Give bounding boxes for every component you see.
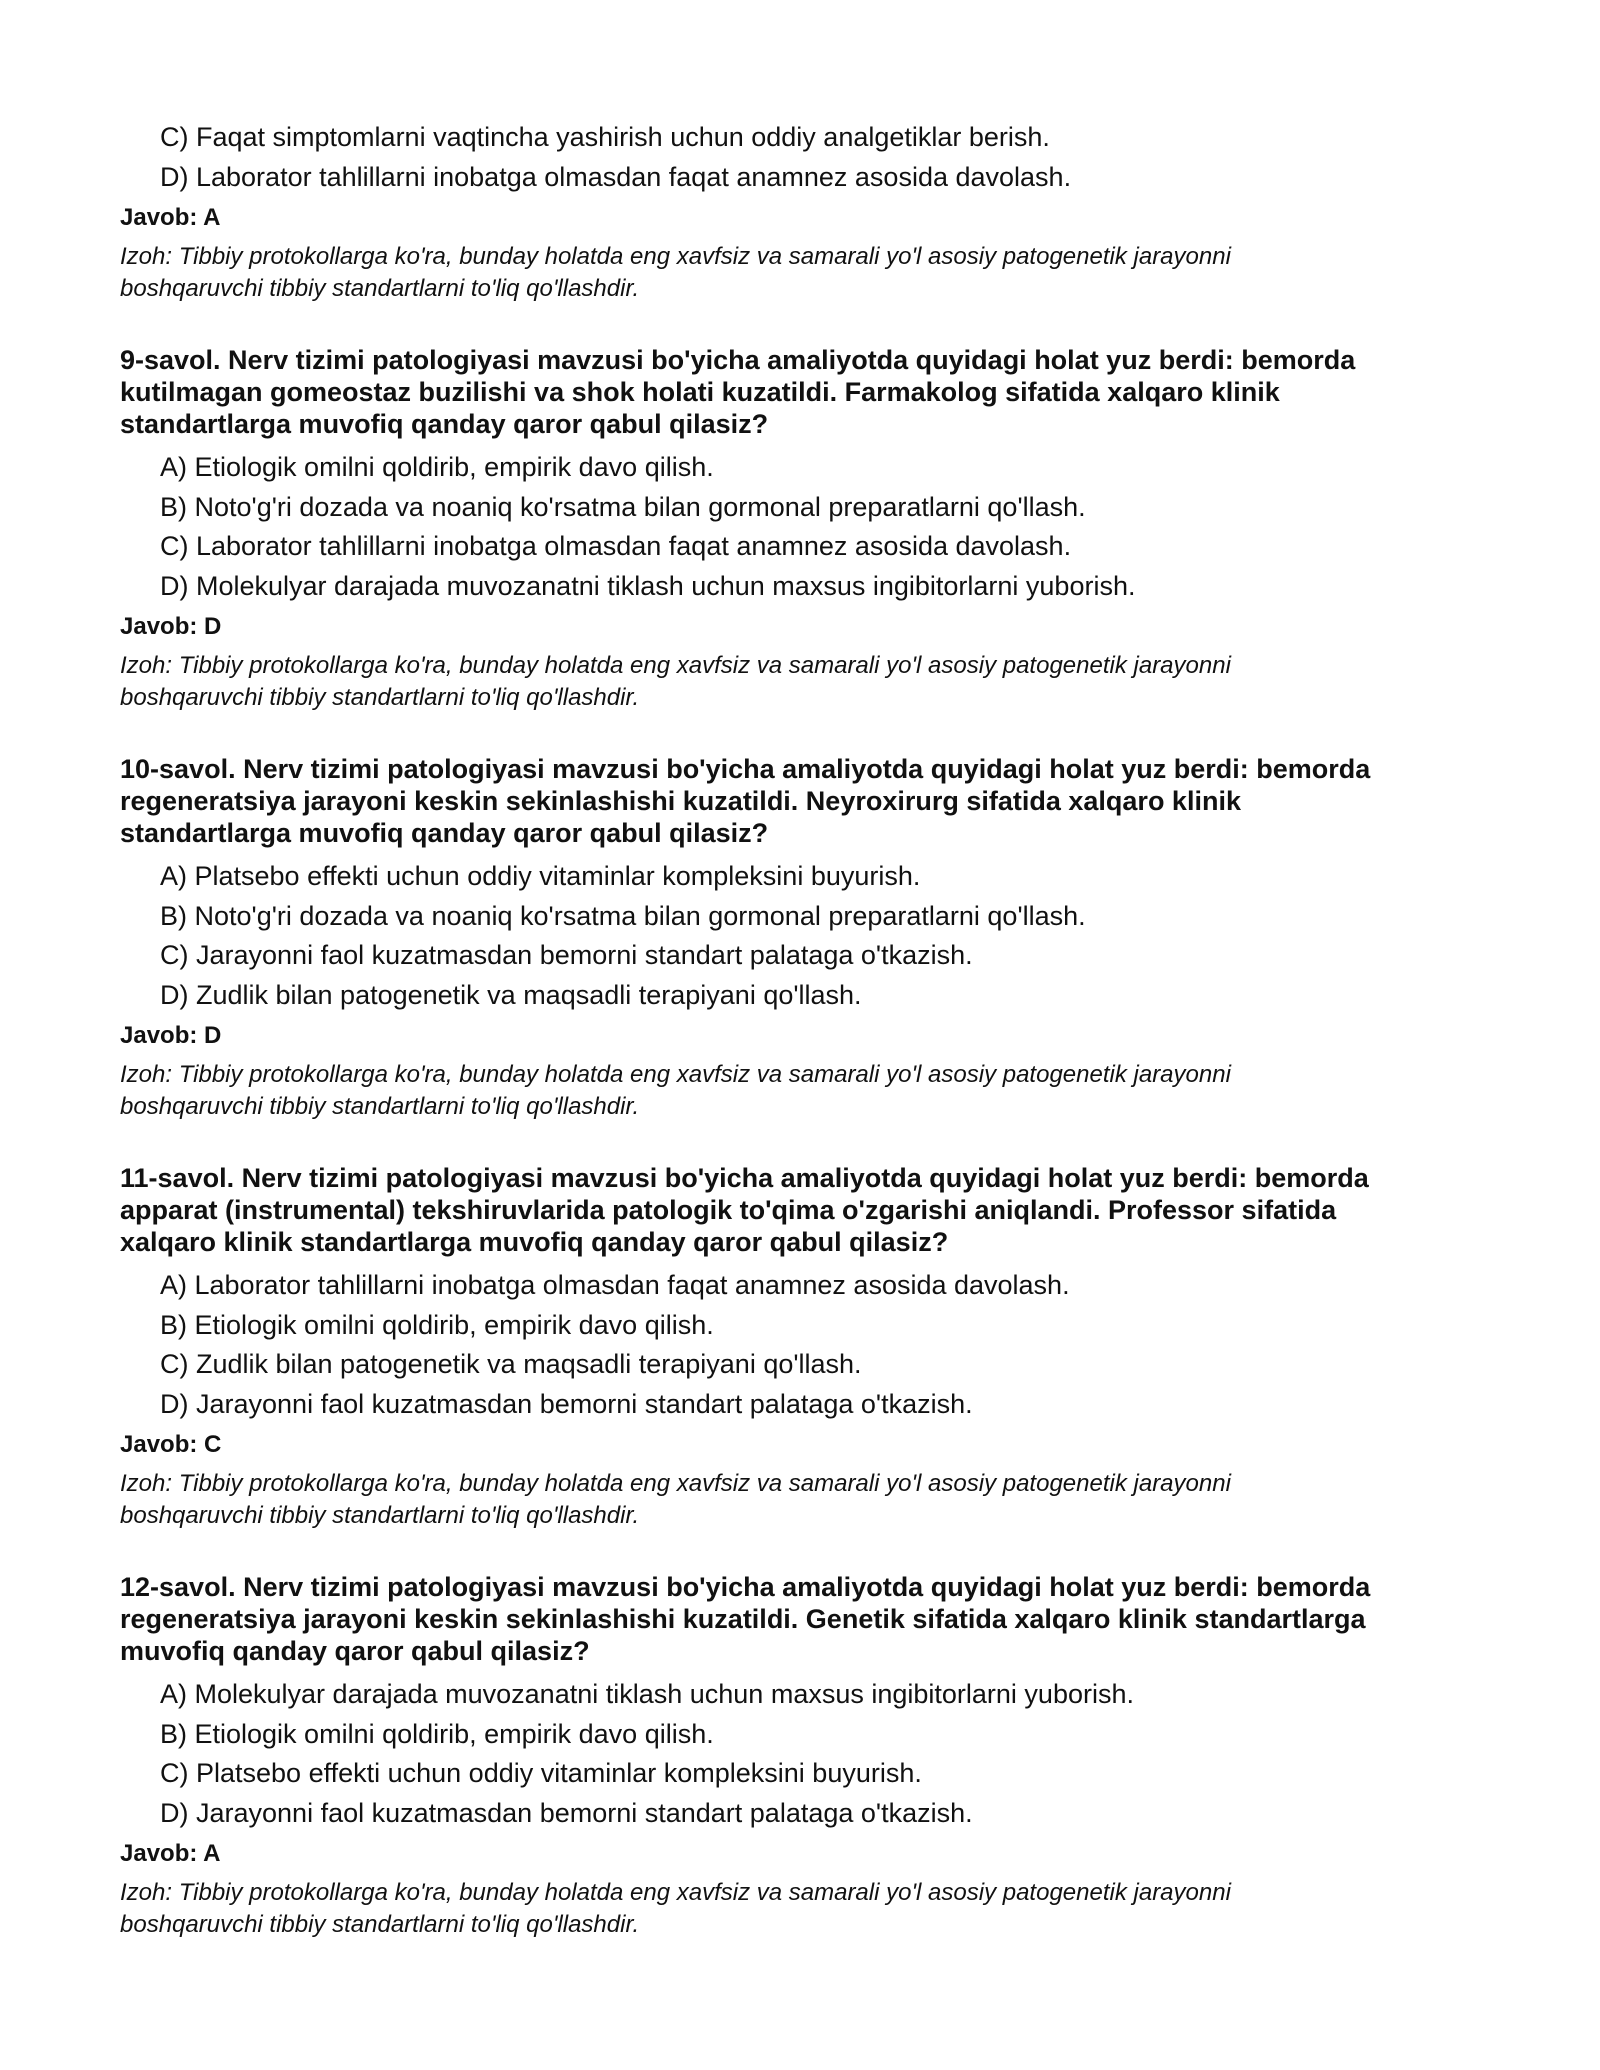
explanation-note — [120, 650, 1480, 714]
note-line: boshqaruvchi tibbiy standartlarni to'liq qo'llashdir. — [120, 1093, 640, 1120]
option-d: D) Jarayonni faol kuzatmasdan bemorni standart palataga o'tkazish. — [160, 1797, 973, 1828]
answer-label: Javob: D — [120, 1022, 222, 1049]
option-c: C) Jarayonni faol kuzatmasdan bemorni standart palataga o'tkazish. — [160, 940, 973, 970]
question-line: regeneratsiya jarayoni keskin sekinlashishi kuzatildi. Genetik sifatida xalqaro klinik standartlarga — [120, 1604, 1366, 1634]
note-line: Izoh: Tibbiy protokollarga ko'ra, bunday holatda eng xavfsiz va samarali yo'l asosiy patogenetik jarayonni — [120, 1879, 1231, 1906]
question-line: 10-savol. Nerv tizimi patologiyasi mavzusi bo'yicha amaliyotda quyidagi holat yuz berdi: bemorda — [120, 754, 1371, 784]
question-title — [120, 753, 1480, 849]
question-title — [120, 344, 1480, 440]
option-c: C) Laborator tahlillarni inobatga olmasdan faqat anamnez asosida davolash. — [160, 531, 1072, 561]
question-line: 11-savol. Nerv tizimi patologiyasi mavzusi bo'yicha amaliyotda quyidagi holat yuz berdi: bemorda — [120, 1163, 1369, 1193]
option-a: A) Platsebo effekti uchun oddiy vitaminlar kompleksini buyurish. — [160, 861, 921, 891]
question-title — [120, 1162, 1480, 1258]
question-8-tail — [120, 118, 1480, 305]
option-b: B) Noto'g'ri dozada va noaniq ko'rsatma bilan gormonal preparatlarni qo'llash. — [160, 900, 1086, 931]
explanation-note — [120, 1468, 1480, 1532]
option-a: A) Molekulyar darajada muvozanatni tiklash uchun maxsus ingibitorlarni yuborish. — [160, 1679, 1134, 1709]
question-line: standartlarga muvofiq qanday qaror qabul qilasiz? — [120, 818, 769, 848]
option-c: C) Platsebo effekti uchun oddiy vitaminlar kompleksini buyurish. — [160, 1758, 922, 1788]
note-line: boshqaruvchi tibbiy standartlarni to'liq qo'llashdir. — [120, 1911, 640, 1938]
note-line: boshqaruvchi tibbiy standartlarni to'liq qo'llashdir. — [120, 275, 640, 302]
option-c: C) Faqat simptomlarni vaqtincha yashirish uchun oddiy analgetiklar berish. — [160, 122, 1050, 152]
note-line: boshqaruvchi tibbiy standartlarni to'liq qo'llashdir. — [120, 684, 640, 711]
explanation-note — [120, 241, 1480, 305]
note-line: Izoh: Tibbiy protokollarga ko'ra, bunday holatda eng xavfsiz va samarali yo'l asosiy patogenetik jarayonni — [120, 652, 1231, 679]
question-line: apparat (instrumental) tekshiruvlarida patologik to'qima o'zgarishi aniqlandi. Professor sifatida — [120, 1195, 1337, 1225]
question-12 — [120, 1571, 1480, 1941]
note-line: Izoh: Tibbiy protokollarga ko'ra, bunday holatda eng xavfsiz va samarali yo'l asosiy patogenetik jarayonni — [120, 1061, 1231, 1088]
option-d: D) Zudlik bilan patogenetik va maqsadli terapiyani qo'llash. — [160, 979, 862, 1010]
answer-label: Javob: C — [120, 1431, 222, 1458]
question-line: 9-savol. Nerv tizimi patologiyasi mavzusi bo'yicha amaliyotda quyidagi holat yuz berdi: bemorda — [120, 345, 1356, 375]
answer-label: Javob: D — [120, 613, 222, 640]
question-line: muvofiq qanday qaror qabul qilasiz? — [120, 1636, 590, 1666]
option-d: D) Molekulyar darajada muvozanatni tiklash uchun maxsus ingibitorlarni yuborish. — [160, 570, 1136, 601]
question-10 — [120, 753, 1480, 1123]
note-line: Izoh: Tibbiy protokollarga ko'ra, bunday holatda eng xavfsiz va samarali yo'l asosiy patogenetik jarayonni — [120, 1470, 1231, 1497]
option-a: A) Laborator tahlillarni inobatga olmasdan faqat anamnez asosida davolash. — [160, 1270, 1070, 1300]
question-title — [120, 1571, 1480, 1667]
question-line: regeneratsiya jarayoni keskin sekinlashishi kuzatildi. Neyroxirurg sifatida xalqaro klinik — [120, 786, 1241, 816]
question-11 — [120, 1162, 1480, 1532]
note-line: boshqaruvchi tibbiy standartlarni to'liq qo'llashdir. — [120, 1502, 640, 1529]
explanation-note — [120, 1877, 1480, 1941]
answer-label: Javob: A — [120, 204, 221, 231]
answer-label: Javob: A — [120, 1840, 221, 1867]
option-b: B) Etiologik omilni qoldirib, empirik davo qilish. — [160, 1718, 714, 1749]
explanation-note — [120, 1059, 1480, 1123]
option-d: D) Laborator tahlillarni inobatga olmasdan faqat anamnez asosida davolash. — [160, 161, 1072, 192]
option-c: C) Zudlik bilan patogenetik va maqsadli terapiyani qo'llash. — [160, 1349, 862, 1379]
question-line: xalqaro klinik standartlarga muvofiq qanday qaror qabul qilasiz? — [120, 1227, 949, 1257]
option-b: B) Etiologik omilni qoldirib, empirik davo qilish. — [160, 1309, 714, 1340]
option-d: D) Jarayonni faol kuzatmasdan bemorni standart palataga o'tkazish. — [160, 1388, 973, 1419]
question-9 — [120, 344, 1480, 714]
question-line: standartlarga muvofiq qanday qaror qabul qilasiz? — [120, 409, 769, 439]
option-b: B) Noto'g'ri dozada va noaniq ko'rsatma bilan gormonal preparatlarni qo'llash. — [160, 491, 1086, 522]
option-a: A) Etiologik omilni qoldirib, empirik davo qilish. — [160, 452, 714, 482]
question-line: kutilmagan gomeostaz buzilishi va shok holati kuzatildi. Farmakolog sifatida xalqaro klinik — [120, 377, 1280, 407]
note-line: Izoh: Tibbiy protokollarga ko'ra, bunday holatda eng xavfsiz va samarali yo'l asosiy patogenetik jarayonni — [120, 243, 1231, 270]
question-line: 12-savol. Nerv tizimi patologiyasi mavzusi bo'yicha amaliyotda quyidagi holat yuz berdi: bemorda — [120, 1572, 1371, 1602]
